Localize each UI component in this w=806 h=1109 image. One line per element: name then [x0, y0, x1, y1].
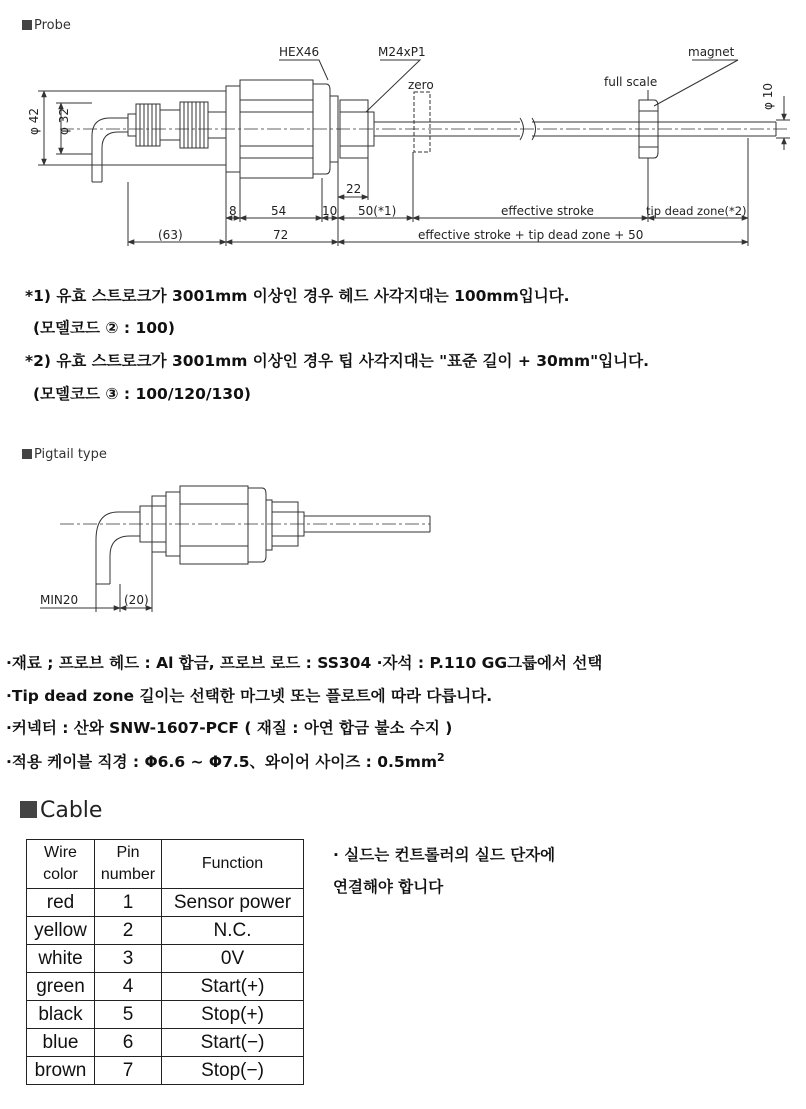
table-cell: green	[27, 973, 95, 1001]
note-1: *1) 유효 스트로크가 3001mm 이상인 경우 헤드 사각지대는 100mm입니다.	[25, 287, 570, 305]
superscript: 2	[437, 750, 445, 764]
dim-tipdead: tip dead zone(*2)	[646, 204, 747, 218]
table-cell: yellow	[27, 917, 95, 945]
table-row	[27, 945, 304, 973]
hex-label: HEX46	[279, 45, 320, 59]
header-wire-color: Wire color	[27, 840, 95, 889]
square-bullet-icon	[22, 20, 32, 30]
fullscale-label: full scale	[604, 75, 658, 89]
pigtail-drawing	[0, 470, 806, 620]
dim-20-label: (20)	[124, 593, 149, 607]
table-cell: 1	[95, 889, 162, 917]
header-pin-number: Pin number	[95, 840, 162, 889]
note-2: *2) 유효 스트로크가 3001mm 이상인 경우 팁 사각지대는 "표준 길이 + 30mm"입니다.	[25, 352, 649, 370]
dim-72: 72	[273, 228, 289, 242]
connector-body	[160, 110, 180, 140]
table-cell: 5	[95, 1001, 162, 1029]
min20-label: MIN20	[40, 593, 79, 607]
spec-tip: ·Tip dead zone 길이는 선택한 마그넷 또는 플로트에 따라 다릅니다.	[6, 687, 493, 705]
hex-leader	[279, 60, 328, 80]
dim-22: 22	[346, 182, 362, 196]
cable-section-title: Cable	[20, 798, 102, 823]
table-header-row	[27, 840, 304, 889]
table-cell: black	[27, 1001, 95, 1029]
probe-section-title: Probe	[22, 18, 71, 33]
table-row	[27, 1029, 304, 1057]
note-1-code: (모델코드 ② : 100)	[33, 319, 175, 337]
dim-63: (63)	[158, 228, 183, 242]
table-row	[27, 889, 304, 917]
table-row	[27, 973, 304, 1001]
probe-drawing	[0, 35, 806, 250]
zero-label: zero	[408, 78, 434, 92]
connector-knurl	[136, 104, 160, 146]
header-function: Function	[162, 840, 304, 889]
table-cell: 2	[95, 917, 162, 945]
dim-8: 8	[229, 204, 237, 218]
table-row	[27, 917, 304, 945]
probe-cable	[92, 118, 128, 182]
spec-connector: ·커넥터 : 산와 SNW-1607-PCF ( 재질 : 아연 합금 불소 수지 )	[6, 719, 453, 737]
connector-tail	[208, 112, 226, 138]
table-row	[27, 1001, 304, 1029]
phi32-label: φ 32	[57, 108, 71, 135]
table-cell: N.C.	[162, 917, 304, 945]
table-cell: Start(+)	[162, 973, 304, 1001]
phi42-label: φ 42	[27, 108, 41, 135]
square-bullet-icon	[22, 449, 32, 459]
magnet-leader	[654, 60, 738, 106]
spec-cable: ·적용 케이블 직경 : Φ6.6 ~ Φ7.5、와이어 사이즈 : $0.5mm^2$	[6, 750, 445, 771]
dim-50: 50(*1)	[358, 204, 397, 218]
table-cell: Stop(−)	[162, 1057, 304, 1085]
table-cell: Stop(+)	[162, 1001, 304, 1029]
table-row	[27, 1057, 304, 1085]
magnet-label: magnet	[688, 45, 735, 59]
table-cell: 6	[95, 1029, 162, 1057]
dim-10: 10	[322, 204, 338, 218]
dim-54: 54	[271, 204, 287, 218]
note-2-code: (모델코드 ③ : 100/120/130)	[33, 385, 251, 403]
connector-boot	[128, 114, 136, 136]
dim-effective: effective stroke	[501, 204, 594, 218]
spec-material: ·재료 ; 프로브 헤드 : Al 합금, 프로브 로드 : SS304 ·자석 : P.110 GG그룹에서 선택	[6, 654, 603, 672]
table-cell: 0V	[162, 945, 304, 973]
table-cell: 4	[95, 973, 162, 1001]
table-cell: red	[27, 889, 95, 917]
table-cell: blue	[27, 1029, 95, 1057]
phi10-label: φ 10	[761, 83, 775, 110]
connector-nut	[180, 102, 208, 148]
table-cell: brown	[27, 1057, 95, 1085]
pigtail-section-title: Pigtail type	[22, 447, 107, 462]
cable-table	[26, 839, 304, 1085]
pigtail-head	[180, 486, 272, 564]
square-bullet-icon	[20, 801, 37, 818]
thread-label: M24xP1	[378, 45, 426, 59]
cable-note-1: · 실드는 컨트롤러의 실드 단자에	[333, 846, 556, 864]
table-cell: 7	[95, 1057, 162, 1085]
pigtail-cable	[96, 512, 140, 584]
table-cell: 3	[95, 945, 162, 973]
table-cell: Start(−)	[162, 1029, 304, 1057]
table-cell: Sensor power	[162, 889, 304, 917]
dim-total: effective stroke + tip dead zone + 50	[418, 228, 644, 242]
cable-note-2: 연결해야 합니다	[333, 878, 444, 896]
table-cell: white	[27, 945, 95, 973]
